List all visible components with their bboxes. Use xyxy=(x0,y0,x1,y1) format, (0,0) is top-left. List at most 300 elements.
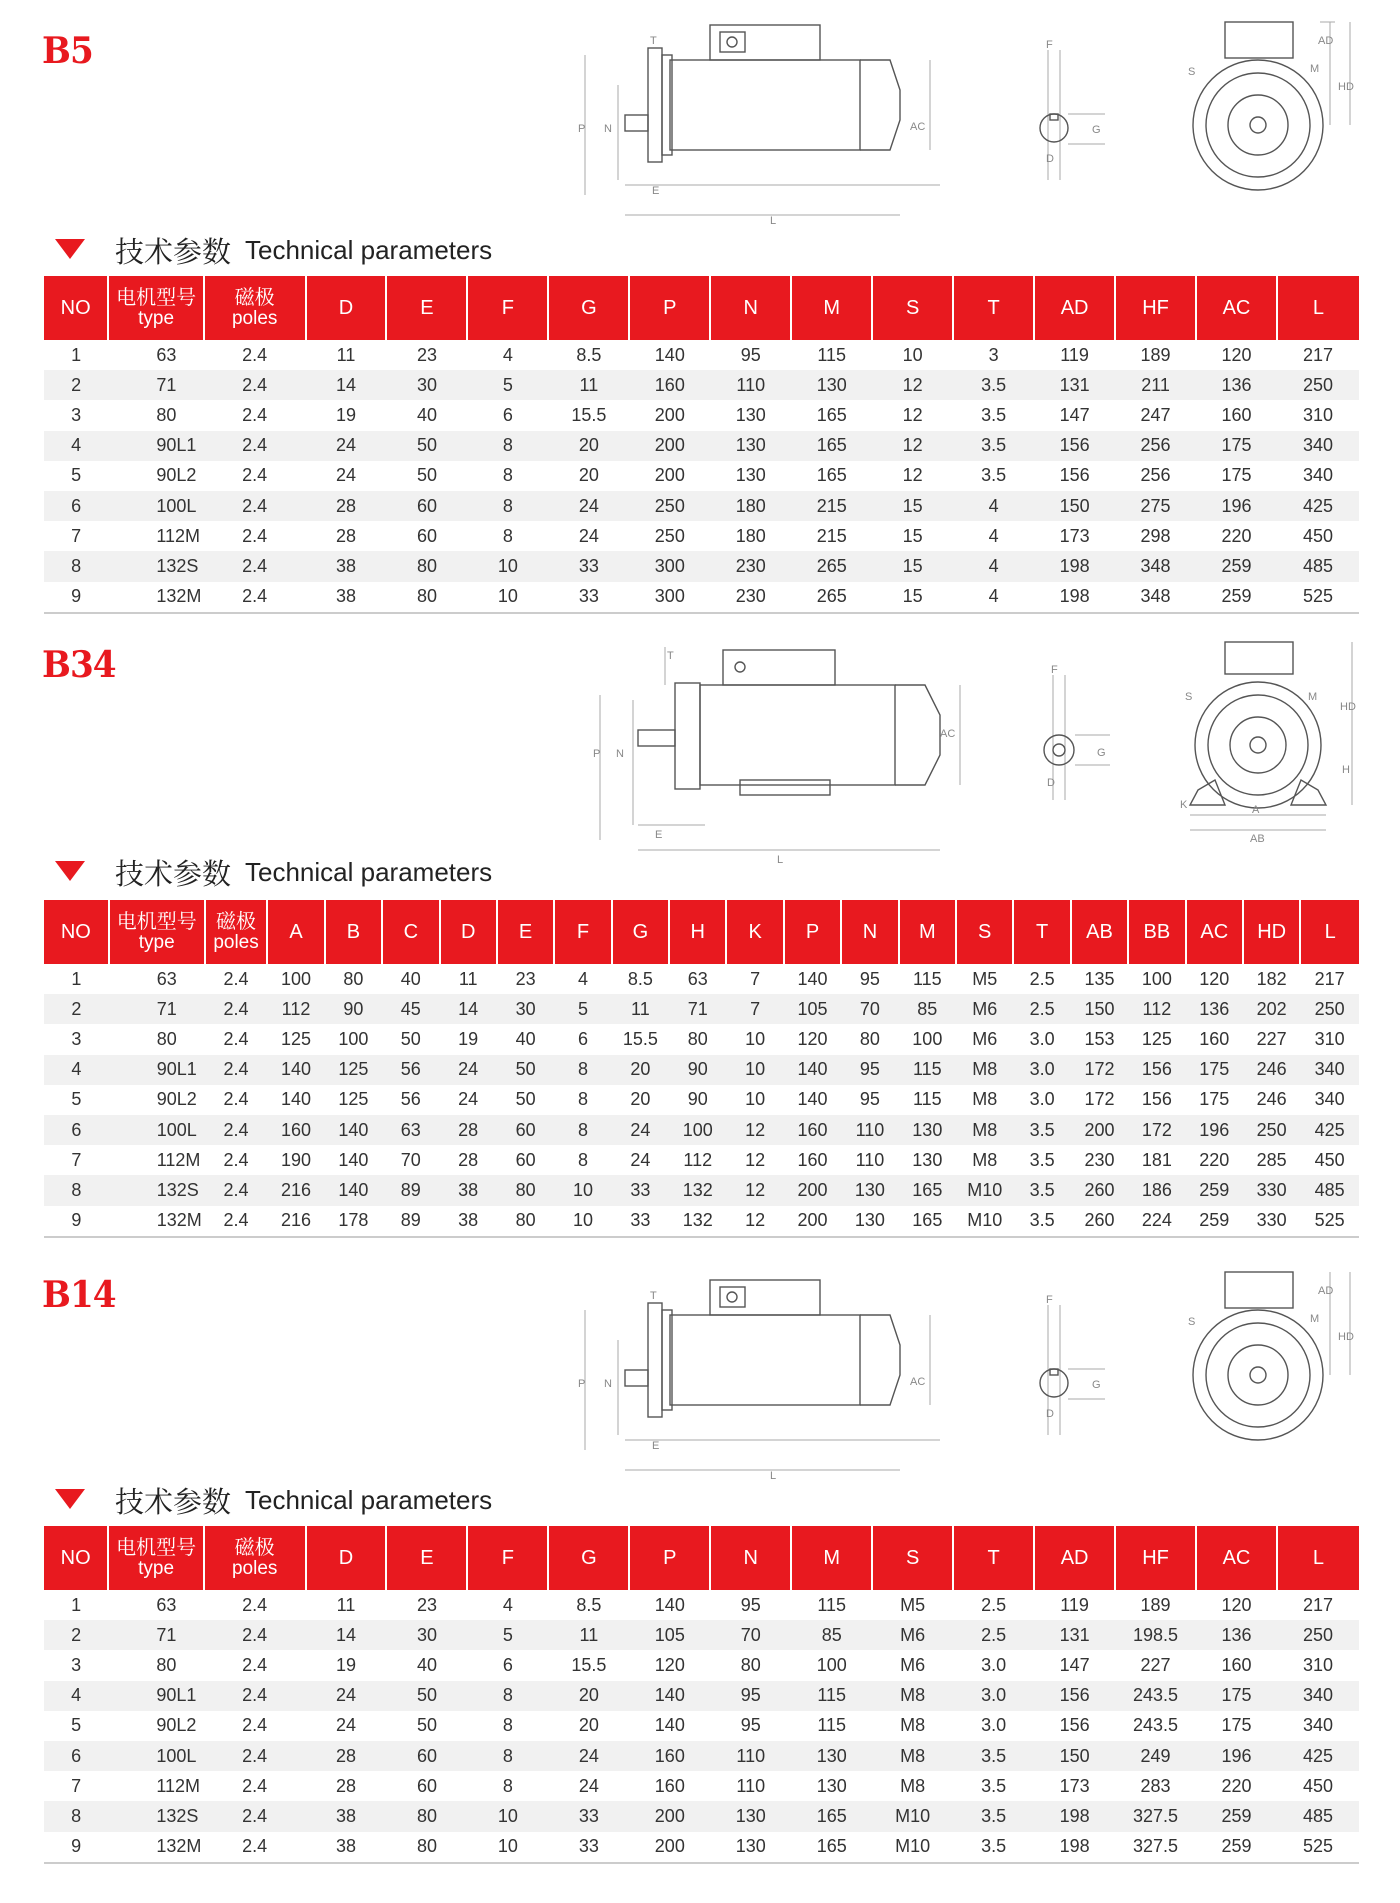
table-cell: 340 xyxy=(1302,1715,1333,1736)
column-header-label: BB xyxy=(1143,920,1171,943)
column-header-label: K xyxy=(748,920,762,943)
table-cell: 38 xyxy=(440,1206,497,1237)
row-number: 1 xyxy=(71,1594,82,1615)
column-header xyxy=(956,900,1013,964)
table-cell: 8 xyxy=(467,1741,548,1771)
table-cell: 24 xyxy=(548,1741,629,1771)
table-cell: 33 xyxy=(548,1801,629,1831)
column-header xyxy=(325,900,382,964)
table-cell: 200 xyxy=(784,1175,841,1205)
motor-type: 63 xyxy=(156,344,177,365)
table-cell: 60 xyxy=(497,1115,554,1145)
table-row xyxy=(44,964,1359,994)
table-cell: 115 xyxy=(791,1681,872,1711)
table-cell: 165 xyxy=(899,1206,956,1237)
table-cell: 95 xyxy=(859,968,880,989)
heading-en: Technical parameters xyxy=(245,1484,493,1515)
table-cell: 196 xyxy=(1186,1115,1243,1145)
table-cell: 2.5 xyxy=(1013,994,1070,1024)
table-cell: 7 xyxy=(726,994,783,1024)
table-cell: 28 xyxy=(335,1775,357,1796)
table-cell: 11 xyxy=(336,344,356,365)
label: F xyxy=(1046,39,1053,51)
table-cell: 2.4 xyxy=(242,465,268,486)
table-cell: 105 xyxy=(629,1620,710,1650)
row-number: 3 xyxy=(71,1654,82,1675)
table-cell: 10 xyxy=(726,1055,783,1085)
label: P xyxy=(578,123,586,135)
table-cell: 2.4 xyxy=(223,968,249,989)
table-cell: 327.5 xyxy=(1115,1801,1196,1831)
column-header-sublabel: poles xyxy=(231,307,278,329)
table-cell: 40 xyxy=(400,968,421,989)
column-header-label: B xyxy=(346,920,361,943)
motor-type: 132S xyxy=(109,1175,205,1205)
table-cell: 2.4 xyxy=(242,344,268,365)
table-cell: 19 xyxy=(335,1654,357,1675)
column-header xyxy=(1034,1526,1115,1590)
table-cell: 10 xyxy=(745,1089,766,1110)
table-cell: 285 xyxy=(1256,1149,1287,1170)
column-header xyxy=(1277,276,1359,340)
table-cell: 2.4 xyxy=(205,1206,268,1237)
table-cell: 80 xyxy=(386,1832,467,1863)
table-cell: 327.5 xyxy=(1115,1832,1196,1863)
table-cell: 130 xyxy=(912,1149,943,1170)
table-cell: 5 xyxy=(467,1620,548,1650)
column-header-label: G xyxy=(632,920,649,943)
table-cell: 156 xyxy=(1034,431,1115,461)
table-cell: 115 xyxy=(899,1055,956,1085)
column-header-label: 电机型号 xyxy=(116,910,197,933)
table-cell: 300 xyxy=(629,551,710,581)
table-cell: 28 xyxy=(335,525,357,546)
column-header xyxy=(1128,900,1185,964)
table-cell: 100 xyxy=(281,968,312,989)
table-cell: 227 xyxy=(1256,1028,1287,1049)
table-cell: 95 xyxy=(740,344,761,365)
table-cell: 110 xyxy=(855,1149,885,1170)
table-cell: 125 xyxy=(281,1028,312,1049)
table-cell: 2.4 xyxy=(204,491,306,521)
column-header xyxy=(710,1526,791,1590)
column-header xyxy=(953,276,1034,340)
table-cell: 243.5 xyxy=(1115,1681,1196,1711)
table-cell: 80 xyxy=(859,1028,880,1049)
table-cell: 156 xyxy=(1059,465,1090,486)
table-cell: 95 xyxy=(740,1594,761,1615)
table-cell: 23 xyxy=(515,968,536,989)
table-cell: 250 xyxy=(1243,1115,1300,1145)
label: A xyxy=(1252,804,1260,816)
column-header xyxy=(953,1526,1034,1590)
motor-type: 63 xyxy=(156,1594,177,1615)
header-row xyxy=(44,900,1359,964)
table-cell: 80 xyxy=(386,551,467,581)
table-cell: 175 xyxy=(1221,1715,1252,1736)
column-header xyxy=(306,276,387,340)
table-cell: 140 xyxy=(338,1149,369,1170)
table-cell: 110 xyxy=(710,1741,791,1771)
table-cell: 265 xyxy=(791,551,872,581)
table-cell: 71 xyxy=(669,994,726,1024)
table-cell: 246 xyxy=(1256,1089,1287,1110)
table-cell: 256 xyxy=(1115,431,1196,461)
shaft-key-drawing xyxy=(1025,665,1115,815)
column-header xyxy=(386,1526,467,1590)
table-cell: 5 xyxy=(467,370,548,400)
table-cell: 60 xyxy=(386,491,467,521)
table-cell: 95 xyxy=(841,1055,898,1085)
heading-cn: 技术参数 xyxy=(115,1484,232,1519)
table-cell: 24 xyxy=(306,1681,387,1711)
table-cell: 10 xyxy=(467,551,548,581)
table-cell: 130 xyxy=(735,465,766,486)
model-code: B34 xyxy=(42,644,116,686)
table-cell: 45 xyxy=(382,994,439,1024)
table-cell: 220 xyxy=(1221,525,1252,546)
table-row xyxy=(44,1115,1359,1145)
row-number: 7 xyxy=(71,1775,82,1796)
side-view-drawing xyxy=(580,1275,940,1485)
table-cell: 260 xyxy=(1071,1206,1128,1237)
table-row xyxy=(44,1801,1359,1831)
table-row xyxy=(44,431,1359,461)
table-cell: 2.4 xyxy=(204,551,306,581)
row-number: 5 xyxy=(71,1715,82,1736)
table-cell: 136 xyxy=(1196,370,1277,400)
label: D xyxy=(1046,1408,1054,1420)
column-header-label: HF xyxy=(1142,1546,1169,1569)
table-cell: 8 xyxy=(577,1089,588,1110)
table-cell: 115 xyxy=(912,1089,942,1110)
side-view-drawing xyxy=(580,20,940,230)
table-cell: 15 xyxy=(872,551,953,581)
table-cell: 275 xyxy=(1115,491,1196,521)
column-header-label: NO xyxy=(60,296,91,319)
column-header xyxy=(726,900,783,964)
motor-type: 90L2 xyxy=(156,465,197,486)
column-header-label: G xyxy=(581,296,597,319)
table-cell: 525 xyxy=(1300,1206,1359,1237)
column-header-label: D xyxy=(460,920,476,943)
table-cell: 33 xyxy=(612,1206,669,1237)
label: E xyxy=(655,829,663,841)
table-cell: 330 xyxy=(1243,1175,1300,1205)
heading-cn: 技术参数 xyxy=(115,856,232,891)
table-cell: 3.0 xyxy=(1029,1089,1055,1110)
table-cell: 130 xyxy=(791,1741,872,1771)
column-header-label: E xyxy=(420,1546,434,1569)
table-cell: 136 xyxy=(1186,994,1243,1024)
table-cell: 249 xyxy=(1115,1741,1196,1771)
table-cell: M8 xyxy=(956,1055,1013,1085)
column-header xyxy=(108,1526,203,1590)
table-cell: 130 xyxy=(710,1801,791,1831)
table-cell: 24 xyxy=(458,1089,479,1110)
table-cell: 50 xyxy=(416,465,437,486)
table-cell: 89 xyxy=(382,1206,439,1237)
table-cell: 11 xyxy=(612,994,669,1024)
motor-type: 71 xyxy=(108,370,203,400)
table-cell: 50 xyxy=(515,1089,536,1110)
table-cell: M8 xyxy=(900,1715,926,1736)
table-cell: 340 xyxy=(1302,465,1333,486)
table-cell: 131 xyxy=(1034,370,1115,400)
table-cell: 90 xyxy=(669,1055,726,1085)
table-cell: 2.4 xyxy=(242,1775,268,1796)
motor-type: 132M xyxy=(109,1206,205,1237)
motor-type: 112M xyxy=(156,525,201,546)
row-number: 6 xyxy=(44,1115,109,1145)
column-header xyxy=(1013,900,1070,964)
motor-type: 132S xyxy=(108,1801,203,1831)
table-cell: 202 xyxy=(1243,994,1300,1024)
column-header xyxy=(548,276,629,340)
table-row xyxy=(44,1681,1359,1711)
column-header xyxy=(710,276,791,340)
label: K xyxy=(1180,799,1188,811)
table-cell: 425 xyxy=(1277,1741,1359,1771)
column-header-label: D xyxy=(338,1546,354,1569)
table-cell: 3.5 xyxy=(981,404,1007,425)
table-cell: 3.0 xyxy=(1029,1028,1055,1049)
table-cell: 115 xyxy=(817,1594,847,1615)
column-header-label: C xyxy=(403,920,419,943)
table-cell: 310 xyxy=(1314,1028,1345,1049)
column-header-label: T xyxy=(1035,920,1049,943)
table-cell: 24 xyxy=(548,491,629,521)
table-cell: 156 xyxy=(1141,1089,1172,1110)
table-cell: 3.0 xyxy=(981,1715,1007,1736)
table-cell: 200 xyxy=(629,1832,710,1863)
table-cell: 12 xyxy=(726,1175,783,1205)
table-cell: 165 xyxy=(791,431,872,461)
table-cell: 130 xyxy=(791,370,872,400)
table-row xyxy=(44,1206,1359,1237)
table-cell: 15 xyxy=(872,582,953,613)
row-number: 9 xyxy=(44,1832,108,1863)
table-cell: 160 xyxy=(654,1775,685,1796)
label: P xyxy=(578,1378,586,1390)
row-number: 2 xyxy=(44,370,108,400)
table-cell: 112 xyxy=(1128,994,1185,1024)
heading-en: Technical parameters xyxy=(245,856,493,887)
column-header-label: M xyxy=(823,296,841,319)
table-cell: 259 xyxy=(1186,1206,1243,1237)
table-cell: 33 xyxy=(548,1832,629,1863)
table-cell: 33 xyxy=(548,582,629,613)
section-heading xyxy=(55,1480,492,1520)
row-number: 5 xyxy=(71,1089,82,1110)
column-header xyxy=(386,276,467,340)
table-cell: 230 xyxy=(1084,1149,1115,1170)
label: HD xyxy=(1338,81,1354,93)
table-cell: M8 xyxy=(956,1115,1013,1145)
table-cell: 172 xyxy=(1128,1115,1185,1145)
parameter-table xyxy=(44,1526,1359,1864)
side-view-drawing xyxy=(595,645,955,865)
table-cell: 14 xyxy=(306,1620,387,1650)
table-row xyxy=(44,1832,1359,1863)
table-cell: 130 xyxy=(841,1206,898,1237)
table-cell: 230 xyxy=(710,582,791,613)
label: D xyxy=(1046,153,1054,165)
table-cell: M6 xyxy=(956,994,1013,1024)
triangle-marker-icon xyxy=(55,239,85,259)
table-cell: 175 xyxy=(1199,1089,1230,1110)
table-cell: 310 xyxy=(1302,404,1333,425)
table-cell: 153 xyxy=(1084,1028,1115,1049)
table-cell: 2.4 xyxy=(242,1715,268,1736)
table-cell: 56 xyxy=(400,1089,421,1110)
table-cell: 56 xyxy=(382,1055,439,1085)
table-cell: 24 xyxy=(306,431,387,461)
column-header-label: P xyxy=(805,920,820,943)
row-number: 2 xyxy=(44,1620,108,1650)
table-cell: 2.4 xyxy=(223,1089,249,1110)
label: N xyxy=(604,123,612,135)
table-cell: 24 xyxy=(612,1115,669,1145)
table-cell: 85 xyxy=(899,994,956,1024)
table-cell: 340 xyxy=(1300,1055,1359,1085)
row-number: 7 xyxy=(71,1149,82,1170)
table-cell: 11 xyxy=(548,1620,629,1650)
label: F xyxy=(1051,664,1058,676)
table-cell: 19 xyxy=(335,404,357,425)
table-cell: 7 xyxy=(750,968,761,989)
label: L xyxy=(770,215,777,227)
table-cell: 189 xyxy=(1140,1594,1171,1615)
table-cell: 10 xyxy=(554,1206,611,1237)
row-number: 9 xyxy=(44,582,108,613)
table-cell: 110 xyxy=(736,1775,766,1796)
table-cell: 8.5 xyxy=(576,1594,602,1615)
table-cell: 3.0 xyxy=(1013,1055,1070,1085)
column-header-label: P xyxy=(663,1546,677,1569)
table-cell: 130 xyxy=(710,1832,791,1863)
table-cell: 298 xyxy=(1140,525,1171,546)
table-cell: 24 xyxy=(578,1775,599,1796)
table-cell: 211 xyxy=(1115,370,1196,400)
table-cell: 215 xyxy=(816,525,847,546)
table-cell: 525 xyxy=(1277,1832,1359,1863)
table-cell: 189 xyxy=(1140,344,1171,365)
table-cell: 80 xyxy=(386,1801,467,1831)
column-header-sublabel: type xyxy=(138,1557,175,1579)
label: AC xyxy=(910,121,926,133)
column-header-label: N xyxy=(743,1546,758,1569)
motor-type: 90L1 xyxy=(108,1681,203,1711)
table-cell: 217 xyxy=(1302,1594,1333,1615)
table-cell: 2.4 xyxy=(204,1741,306,1771)
table-cell: 140 xyxy=(281,1089,312,1110)
column-header xyxy=(467,276,548,340)
table-cell: 330 xyxy=(1243,1206,1300,1237)
table-cell: 5 xyxy=(554,994,611,1024)
table-cell: 140 xyxy=(629,1681,710,1711)
table-cell: 12 xyxy=(902,465,923,486)
header-row xyxy=(44,276,1359,340)
table-cell: M6 xyxy=(900,1654,926,1675)
table-cell: 340 xyxy=(1277,431,1359,461)
label: G xyxy=(1092,124,1101,136)
column-header-label: G xyxy=(581,1546,597,1569)
column-header-label: NO xyxy=(60,920,91,943)
table-cell: M8 xyxy=(972,1149,998,1170)
table-cell: 348 xyxy=(1115,551,1196,581)
table-cell: 3.0 xyxy=(953,1681,1034,1711)
table-cell: 115 xyxy=(817,1715,847,1736)
label: AC xyxy=(940,728,956,740)
table-cell: 119 xyxy=(1060,344,1089,365)
table-cell: 220 xyxy=(1199,1149,1230,1170)
table-cell: 8 xyxy=(502,525,513,546)
label: D xyxy=(1047,777,1055,789)
column-header-sublabel: type xyxy=(138,307,175,329)
table-cell: 4 xyxy=(577,968,588,989)
table-cell: 2.4 xyxy=(204,582,306,613)
table-cell: 2.4 xyxy=(242,525,268,546)
column-header-label: E xyxy=(518,920,533,943)
table-cell: 256 xyxy=(1140,465,1171,486)
table-cell: 15.5 xyxy=(571,1654,607,1675)
table-cell: M8 xyxy=(900,1775,926,1796)
table-cell: 120 xyxy=(1221,1594,1252,1615)
table-cell: 140 xyxy=(654,1594,685,1615)
table-cell: 24 xyxy=(440,1055,497,1085)
table-cell: 2.4 xyxy=(205,1175,268,1205)
table-cell: 60 xyxy=(416,1775,437,1796)
table-cell: 186 xyxy=(1128,1175,1185,1205)
table-cell: 130 xyxy=(816,1775,847,1796)
heading-en: Technical parameters xyxy=(245,234,493,265)
table-cell: 450 xyxy=(1302,1775,1333,1796)
table-cell: 2.4 xyxy=(242,404,268,425)
table-cell: 3.0 xyxy=(981,1654,1007,1675)
table-cell: 140 xyxy=(654,1715,685,1736)
table-cell: 11 xyxy=(336,1594,356,1615)
table-cell: 90 xyxy=(325,994,382,1024)
table-cell: M8 xyxy=(872,1741,953,1771)
motor-type: 100L xyxy=(109,1115,205,1145)
table-cell: 28 xyxy=(458,1149,479,1170)
front-view-drawing xyxy=(1180,640,1380,855)
table-cell: 175 xyxy=(1186,1055,1243,1085)
motor-type: 71 xyxy=(109,994,205,1024)
table-cell: 150 xyxy=(1034,1741,1115,1771)
table-cell: 15 xyxy=(872,491,953,521)
table-cell: 24 xyxy=(335,465,357,486)
table-cell: 8 xyxy=(467,431,548,461)
table-cell: M8 xyxy=(872,1681,953,1711)
column-header xyxy=(872,276,953,340)
table-cell: 3.5 xyxy=(1029,1149,1055,1170)
table-cell: 20 xyxy=(548,431,629,461)
table-cell: 250 xyxy=(654,525,685,546)
column-header xyxy=(382,900,439,964)
table-cell: 348 xyxy=(1115,582,1196,613)
table-cell: 140 xyxy=(325,1115,382,1145)
table-cell: 224 xyxy=(1128,1206,1185,1237)
label: M xyxy=(1308,691,1318,703)
table-cell: 250 xyxy=(1277,1620,1359,1650)
column-header-label: F xyxy=(501,1546,515,1569)
table-cell: 131 xyxy=(1034,1620,1115,1650)
table-cell: 175 xyxy=(1196,1681,1277,1711)
table-cell: 485 xyxy=(1277,1801,1359,1831)
table-cell: 12 xyxy=(726,1115,783,1145)
